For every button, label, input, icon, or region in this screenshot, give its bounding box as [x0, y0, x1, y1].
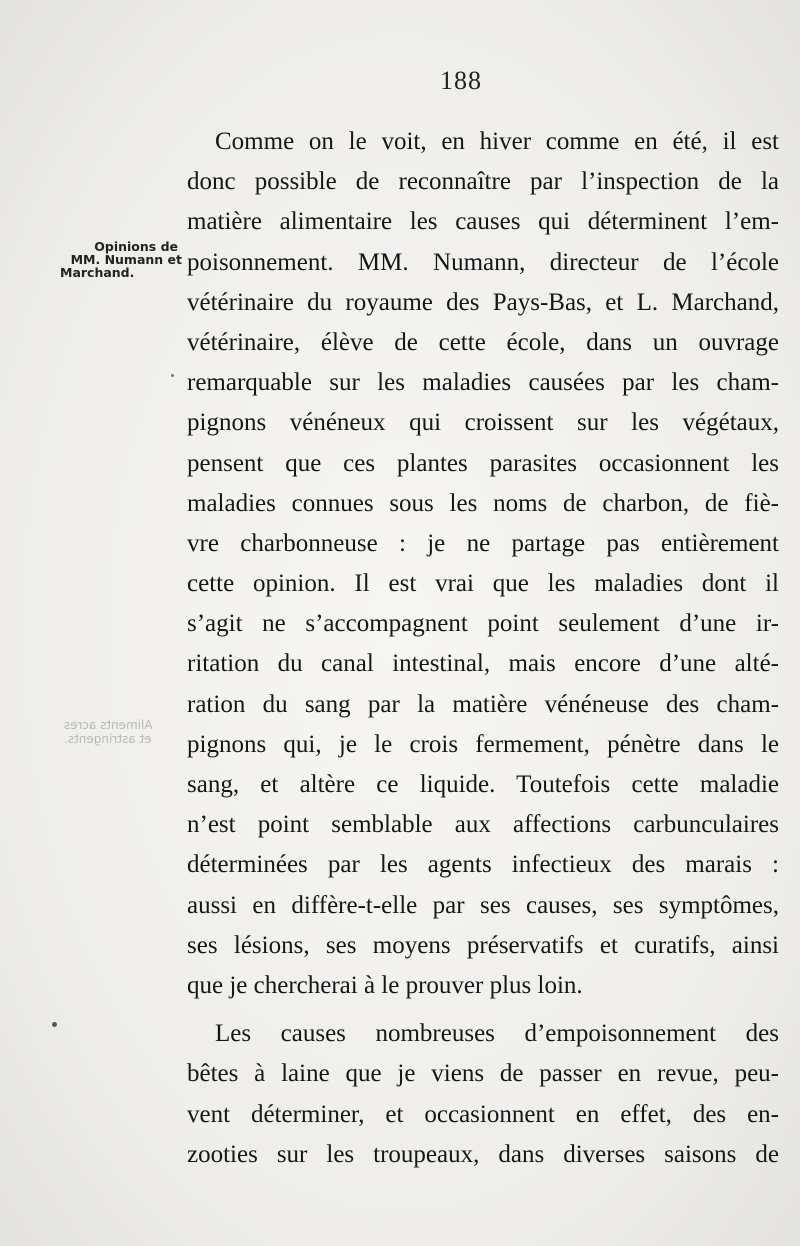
text-line: ses lésions, ses moyens préservatifs et curatifs, ainsi [187, 931, 779, 959]
paragraph-break [187, 1006, 779, 1014]
margin-note [60, 240, 182, 279]
text-line: Les causes nombreuses d’empoisonnement des [215, 1020, 779, 1048]
text-line: bêtes à laine que je viens de passer en revue, peu- [187, 1060, 779, 1088]
margin-note-line: MM. Numann et [70, 252, 182, 267]
text-line: zooties sur les troupeaux, dans diverses saisons de [187, 1140, 779, 1168]
text-line: remarquable sur les maladies causées par les cham- [187, 369, 779, 397]
text-line: matière alimentaire les causes qui déterminent l’em- [187, 208, 779, 236]
text-line: donc possible de reconnaître par l’inspection de la [187, 168, 779, 196]
text-line: s’agit ne s’accompagnent point seulement d’une ir- [187, 610, 779, 638]
text-line: vent déterminer, et occasionnent en effet, des en- [187, 1100, 779, 1128]
text-line: sang, et altère ce liquide. Toutefois cette maladie [187, 771, 779, 798]
margin-note-line: Opinions de [94, 239, 178, 254]
bleed-through-line: Aliments acres [64, 718, 153, 732]
margin-note-line: Marchand. [60, 265, 135, 280]
text-line: aussi en diffère-t-elle par ses causes, ses symptômes, [187, 891, 779, 919]
text-line: ritation du canal intestinal, mais encore d’une alté- [187, 650, 779, 678]
text-line: vre charbonneuse : je ne partage pas entièrement [187, 529, 779, 557]
text-line: cette opinion. Il est vrai que les maladies dont il [187, 570, 779, 598]
bleed-through-note [64, 718, 184, 746]
ink-speck [171, 374, 174, 377]
text-line: vétérinaire du royaume des Pays-Bas, et L. Marchand, [187, 288, 779, 316]
text-line: n’est point semblable aux affections carbunculaires [187, 811, 779, 839]
page-number: 188 [440, 66, 482, 95]
bleed-through-line: et astringents. [64, 732, 152, 746]
text-line: Comme on le voit, en hiver comme en été, il est [215, 128, 779, 155]
text-line: que je chercherai à le prouver plus loin. [187, 971, 583, 999]
text-line: pignons vénéneux qui croissent sur les végétaux, [187, 409, 779, 437]
text-line: pensent que ces plantes parasites occasionnent les [187, 449, 779, 477]
body-text [187, 122, 779, 1175]
text-line: vétérinaire, élève de cette école, dans un ouvrage [187, 328, 779, 356]
text-line: maladies connues sous les noms de charbon, de fiè- [187, 489, 779, 517]
text-line: déterminées par les agents infectieux des marais : [187, 851, 779, 879]
text-line: poisonnement. MM. Numann, directeur de l’école [187, 248, 779, 276]
text-line: ration du sang par la matière vénéneuse des cham- [187, 690, 779, 718]
text-line: pignons qui, je le crois fermement, pénètre dans le [187, 730, 779, 758]
ink-speck [52, 1022, 57, 1027]
